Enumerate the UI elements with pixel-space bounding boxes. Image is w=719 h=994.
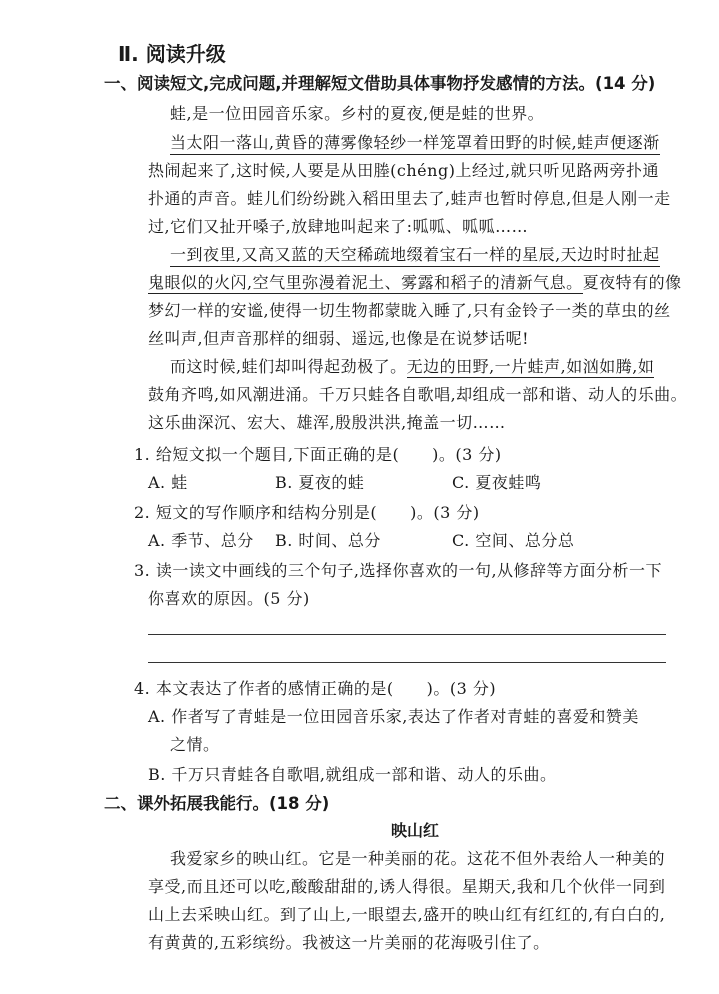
article-title: 映山红	[390, 821, 439, 840]
question-4: 4. 本文表达了作者的感情正确的是( )。(3 分)	[134, 679, 497, 698]
question-3: 3. 读一读文中画线的三个句子,选择你喜欢的一句,从修辞等方面分析一下	[134, 561, 663, 580]
passage-line	[170, 354, 654, 377]
section-title: Ⅱ. 阅读升级	[118, 42, 226, 66]
underlined-sentence-2-end: 鬼眼似的火闪,空气里弥漫着泥土、雾露和稻子的清新气息。	[148, 273, 583, 292]
underlined-sentence-1: 当太阳一落山,黄昏的薄雾像轻纱一样笼罩着田野的时候,蛙声便逐渐	[170, 130, 660, 155]
passage-line: 鼓角齐鸣,如风潮进涌。千万只蛙各自歌唱,却组成一部和谐、动人的乐曲。	[148, 385, 688, 404]
passage-line: 丝叫声,但声音那样的细弱、遥远,也像是在说梦话呢!	[148, 329, 530, 348]
passage-text: 而这时候,蛙们却叫得起劲极了。	[170, 357, 407, 376]
question-3-cont: 你喜欢的原因。(5 分)	[148, 589, 310, 608]
passage-line: 梦幻一样的安谧,使得一切生物都蒙眬入睡了,只有金铃子一类的草虫的丝	[148, 301, 671, 320]
passage-text: 夏夜特有的像	[582, 273, 682, 292]
article-line: 我爱家乡的映山红。它是一种美丽的花。这花不但外表给人一种美的	[170, 849, 666, 868]
q1-option-c: C. 夏夜蛙鸣	[452, 473, 542, 492]
passage-line	[148, 270, 682, 293]
part1-heading: 一、阅读短文,完成问题,并理解短文借助具体事物抒发感情的方法。(14 分)	[104, 74, 656, 93]
q4-option-b: B. 千万只青蛙各自歌唱,就组成一部和谐、动人的乐曲。	[148, 765, 557, 784]
q2-option-a: A. 季节、总分	[148, 531, 254, 550]
question-2: 2. 短文的写作顺序和结构分别是( )。(3 分)	[134, 503, 480, 522]
passage-line: 这乐曲深沉、宏大、雄浑,殷殷洪洪,掩盖一切……	[148, 413, 506, 432]
article-line: 有黄黄的,五彩缤纷。我被这一片美丽的花海吸引住了。	[148, 933, 550, 952]
q4-option-a: A. 作者写了青蛙是一位田园音乐家,表达了作者对青蛙的喜爱和赞美	[148, 707, 639, 726]
q1-option-b: B. 夏夜的蛙	[275, 473, 365, 492]
passage-line: 过,它们又扯开嗓子,放肆地叫起来了:呱呱、呱呱……	[148, 217, 529, 236]
q1-option-a: A. 蛙	[148, 473, 188, 492]
part2-heading: 二、课外拓展我能行。(18 分)	[104, 794, 330, 813]
passage-line: 扑通的声音。蛙儿们纷纷跳入稻田里去了,蛙声也暂时停息,但是人刚一走	[148, 189, 671, 208]
answer-line-1[interactable]	[148, 634, 666, 635]
question-1: 1. 给短文拟一个题目,下面正确的是( )。(3 分)	[134, 445, 502, 464]
q2-option-c: C. 空间、总分总	[452, 531, 575, 550]
underlined-sentence-2: 一到夜里,又高又蓝的天空稀疏地缀着宝石一样的星辰,天边时时扯起	[170, 242, 660, 267]
article-line: 山上去采映山红。到了山上,一眼望去,盛开的映山红有红红的,有白白的,	[148, 905, 666, 924]
underlined-sentence-3: 无边的田野,一片蛙声,如汹如腾,如	[406, 357, 655, 376]
passage-paragraph-1: 蛙,是一位田园音乐家。乡村的夏夜,便是蛙的世界。	[170, 104, 545, 123]
answer-line-2[interactable]	[148, 662, 666, 663]
q4-option-a-cont: 之情。	[170, 735, 220, 754]
article-line: 享受,而且还可以吃,酸酸甜甜的,诱人得很。星期天,我和几个伙伴一同到	[148, 877, 666, 896]
passage-line: 热闹起来了,这时候,人要是从田塍(chéng)上经过,就只听见路两旁扑通	[148, 161, 660, 180]
q2-option-b: B. 时间、总分	[275, 531, 381, 550]
